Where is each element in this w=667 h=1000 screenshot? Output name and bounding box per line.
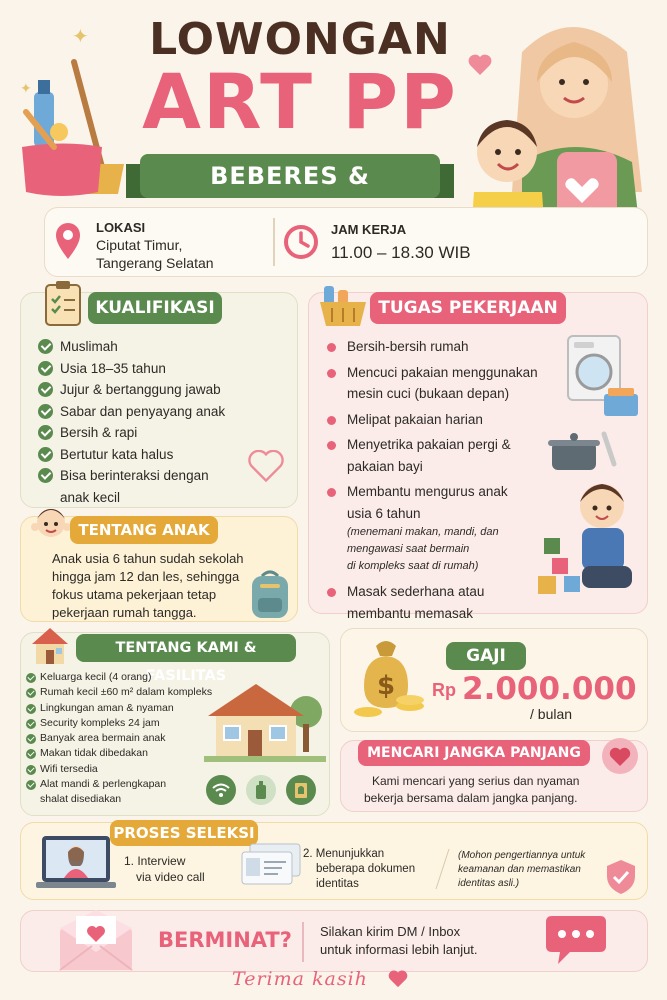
check-icon bbox=[38, 339, 53, 354]
location-label: LOKASI bbox=[96, 220, 146, 235]
heart-icon bbox=[388, 970, 408, 988]
id-card-icon bbox=[240, 842, 302, 888]
list-item: Usia 18–35 tahun bbox=[38, 358, 288, 380]
heart-icon bbox=[468, 54, 492, 76]
step-2-line-2: beberapa dokumen bbox=[316, 863, 416, 875]
list-item-continued: pakaian bayi bbox=[347, 458, 423, 474]
list-item-continued: membantu memasak bbox=[347, 605, 474, 621]
tentang-anak-line-4: pekerjaan rumah tangga. bbox=[52, 605, 197, 620]
title-lowongan: LOWONGAN bbox=[149, 14, 451, 65]
bullet-icon bbox=[327, 343, 336, 352]
family-house-illustration bbox=[204, 676, 326, 768]
step-2-line-1: 2. Menunjukkan bbox=[303, 848, 385, 860]
gaji-title: GAJI bbox=[446, 642, 526, 670]
location-line-2: Tangerang Selatan bbox=[96, 255, 214, 271]
step-1-line-2: via video call bbox=[136, 870, 205, 884]
step-2-line-3: identitas bbox=[316, 878, 359, 890]
child-face-icon bbox=[30, 505, 72, 541]
envelope-heart-icon bbox=[56, 906, 136, 972]
note-line-2: keamanan dan memastikan bbox=[458, 864, 581, 875]
list-item-continued: shalat disediakan bbox=[40, 793, 122, 806]
list-item: Keluarga kecil (4 orang) bbox=[26, 670, 246, 685]
title-art-pp: ART PP bbox=[142, 57, 458, 146]
list-item: Banyak area bermain anak bbox=[26, 731, 246, 746]
cleaning-supplies-illustration bbox=[14, 52, 124, 202]
video-call-laptop-icon bbox=[36, 834, 116, 892]
list-item: Melipat pakaian harian bbox=[325, 409, 565, 431]
list-item: Rumah kecil ±60 m² dalam kompleks bbox=[26, 685, 246, 700]
location-pin-icon bbox=[54, 222, 82, 260]
check-icon bbox=[38, 425, 53, 440]
berminat-title: BERMINAT? bbox=[158, 928, 292, 952]
child-playing-blocks-illustration bbox=[538, 476, 642, 600]
list-item-continued: anak kecil bbox=[60, 489, 121, 505]
check-icon bbox=[26, 765, 36, 775]
check-icon bbox=[26, 719, 36, 729]
house-icon bbox=[28, 624, 72, 666]
prayer-mat-icon bbox=[285, 774, 317, 806]
jangka-panjang-line-1: Kami mencari yang serius dan nyaman bbox=[372, 774, 580, 788]
check-icon bbox=[26, 688, 36, 698]
bullet-icon bbox=[327, 488, 336, 497]
check-icon bbox=[38, 404, 53, 419]
list-item: Jujur & bertanggung jawab bbox=[38, 379, 288, 401]
list-item: Sabar dan penyayang anak bbox=[38, 401, 288, 423]
clipboard-icon bbox=[42, 279, 86, 327]
list-item: Bersih-bersih rumah bbox=[325, 336, 565, 358]
gaji-currency: Rp bbox=[432, 680, 456, 700]
subtitle-ribbon: BEBERES & bbox=[140, 154, 440, 198]
note-line-3: identitas asli.) bbox=[458, 878, 520, 889]
list-item: Makan tidak dibedakan bbox=[26, 746, 246, 761]
list-item: Bertutur kata halus bbox=[38, 444, 288, 466]
laundry-basket-icon bbox=[318, 282, 368, 328]
tentang-anak-title: TENTANG ANAK bbox=[70, 516, 218, 544]
list-item: Menyetrika pakaian pergi & bbox=[325, 434, 565, 456]
washing-machine-icon bbox=[564, 334, 640, 418]
tentang-kami-title: TENTANG KAMI & FASILITAS bbox=[76, 634, 296, 662]
clock-icon bbox=[283, 224, 319, 260]
berminat-line-1: Silakan kirim DM / Inbox bbox=[320, 924, 461, 939]
list-item-continued: mesin cuci (bukaan depan) bbox=[347, 386, 510, 401]
shield-check-icon bbox=[604, 858, 638, 896]
tentang-anak-line-2: hingga jam 12 dan les, sehingga bbox=[52, 569, 240, 584]
list-item-note: mengawasi saat bermain bbox=[347, 543, 470, 555]
list-item: Bersih & rapi bbox=[38, 422, 288, 444]
thank-you-text: Terima kasih bbox=[232, 968, 368, 990]
check-icon bbox=[26, 734, 36, 744]
gaji-period: / bulan bbox=[530, 706, 573, 722]
list-item-note: (menemani makan, mandi, dan bbox=[347, 526, 499, 538]
hours-value: 11.00 – 18.30 WIB bbox=[331, 243, 471, 262]
heart-icon bbox=[248, 450, 284, 482]
check-icon bbox=[38, 468, 53, 483]
list-item: Masak sederhana atau bbox=[325, 581, 565, 603]
list-item: Muslimah bbox=[38, 336, 288, 358]
step-1-line-1: 1. Interview bbox=[124, 854, 186, 868]
list-item: Bisa berinteraksi dengan bbox=[38, 465, 288, 487]
list-item: Mencuci pakaian menggunakan bbox=[325, 362, 565, 384]
hours-label: JAM KERJA bbox=[331, 222, 407, 237]
heart-badge-icon bbox=[600, 736, 640, 776]
toiletries-icon bbox=[245, 774, 277, 806]
gaji-amount: 2.000.000 bbox=[462, 671, 637, 707]
sparkle-icon: ✦ bbox=[20, 80, 32, 96]
kualifikasi-list bbox=[38, 336, 288, 508]
location-line-1: Ciputat Timur, bbox=[96, 237, 183, 253]
tugas-title: TUGAS PEKERJAAN bbox=[370, 292, 566, 324]
tentang-anak-line-1: Anak usia 6 tahun sudah sekolah bbox=[52, 551, 244, 566]
divider bbox=[302, 922, 304, 962]
proses-seleksi-title: PROSES SELEKSI bbox=[110, 820, 258, 846]
list-item-continued: usia 6 tahun bbox=[347, 505, 421, 521]
note-line-1: (Mohon pengertiannya untuk bbox=[458, 850, 586, 861]
check-icon bbox=[38, 361, 53, 376]
check-icon bbox=[26, 704, 36, 714]
list-item: Membantu mengurus anak bbox=[325, 481, 565, 503]
svg-text:$: $ bbox=[376, 671, 396, 701]
bullet-icon bbox=[327, 369, 336, 378]
list-item: Security kompleks 24 jam bbox=[26, 716, 246, 731]
jangka-panjang-line-2: bekerja bersama dalam jangka panjang. bbox=[364, 791, 578, 805]
bullet-icon bbox=[327, 441, 336, 450]
check-icon bbox=[26, 673, 36, 683]
chat-bubble-icon bbox=[544, 912, 610, 968]
check-icon bbox=[38, 382, 53, 397]
money-bag-icon bbox=[352, 636, 428, 720]
bullet-icon bbox=[327, 588, 336, 597]
list-item: Wifi tersedia bbox=[26, 762, 246, 777]
sparkle-icon: ✦ bbox=[72, 26, 89, 48]
cooking-pot-icon bbox=[548, 428, 618, 474]
divider bbox=[273, 218, 275, 266]
list-item-note: di kompleks saat di rumah) bbox=[347, 560, 479, 572]
list-item: Alat mandi & perlengkapan bbox=[26, 777, 246, 792]
tugas-list bbox=[325, 336, 565, 624]
berminat-line-2: untuk informasi lebih lanjut. bbox=[320, 942, 478, 957]
check-icon bbox=[26, 780, 36, 790]
check-icon bbox=[26, 749, 36, 759]
kualifikasi-title: KUALIFIKASI bbox=[88, 292, 222, 324]
school-backpack-icon bbox=[248, 568, 292, 620]
list-item: Lingkungan aman & nyaman bbox=[26, 701, 246, 716]
wifi-icon bbox=[205, 774, 237, 806]
tentang-anak-line-3: fokus utama pekerjaan tetap bbox=[52, 587, 217, 602]
jangka-panjang-title: MENCARI JANGKA PANJANG bbox=[358, 740, 590, 766]
check-icon bbox=[38, 447, 53, 462]
bullet-icon bbox=[327, 416, 336, 425]
